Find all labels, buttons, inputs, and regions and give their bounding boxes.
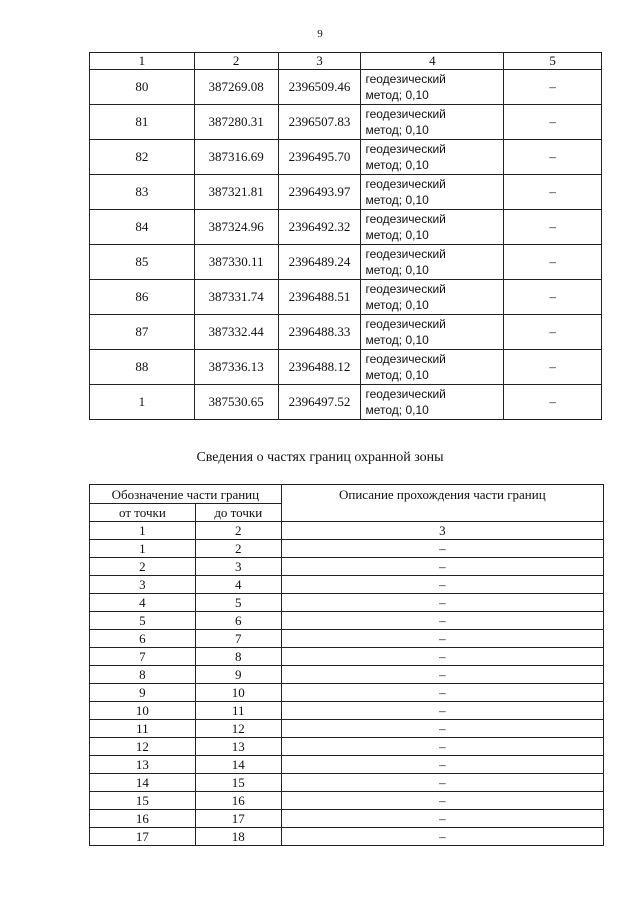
description-cell: –: [281, 684, 603, 702]
index-cell-2: 2: [195, 522, 281, 540]
to-point-cell: 5: [195, 594, 281, 612]
description-cell: –: [281, 630, 603, 648]
method-line-1: геодезический: [365, 142, 446, 156]
table-row: [90, 756, 604, 774]
table-row: [90, 666, 604, 684]
method-line-2: метод; 0,10: [365, 368, 429, 382]
from-point-cell: 11: [90, 720, 196, 738]
point-number-cell: 83: [90, 175, 195, 210]
note-cell: –: [504, 140, 602, 175]
to-point-cell: 14: [195, 756, 281, 774]
to-point-header: до точки: [195, 504, 281, 522]
column-header-4: 4: [361, 53, 504, 70]
note-cell: –: [504, 245, 602, 280]
note-cell: –: [504, 175, 602, 210]
x-coordinate-cell: 387269.08: [194, 70, 278, 105]
description-cell: –: [281, 594, 603, 612]
method-cell: [361, 280, 504, 315]
method-line-2: метод; 0,10: [365, 298, 429, 312]
y-coordinate-cell: 2396489.24: [278, 245, 361, 280]
method-line-1: геодезический: [365, 387, 446, 401]
page-number: 9: [317, 28, 323, 40]
table-row: [90, 540, 604, 558]
note-cell: –: [504, 105, 602, 140]
x-coordinate-cell: 387330.11: [194, 245, 278, 280]
y-coordinate-cell: 2396493.97: [278, 175, 361, 210]
from-point-cell: 7: [90, 648, 196, 666]
table-row: [90, 70, 602, 105]
method-cell: [361, 105, 504, 140]
method-line-2: метод; 0,10: [365, 123, 429, 137]
table-row: [90, 684, 604, 702]
to-point-cell: 15: [195, 774, 281, 792]
description-cell: –: [281, 810, 603, 828]
boundary-parts-table: [89, 484, 604, 846]
x-coordinate-cell: 387332.44: [194, 315, 278, 350]
y-coordinate-cell: 2396488.33: [278, 315, 361, 350]
method-line-1: геодезический: [365, 247, 446, 261]
table-row: [90, 738, 604, 756]
table-row: [90, 648, 604, 666]
method-line-1: геодезический: [365, 72, 446, 86]
description-cell: –: [281, 576, 603, 594]
point-number-cell: 81: [90, 105, 195, 140]
note-cell: –: [504, 280, 602, 315]
to-point-cell: 8: [195, 648, 281, 666]
method-line-1: геодезический: [365, 107, 446, 121]
parts-index-row: [90, 522, 604, 540]
table-row: [90, 385, 602, 420]
part-designation-header: Обозначение части границ: [90, 485, 282, 504]
table-row: [90, 828, 604, 846]
description-cell: –: [281, 738, 603, 756]
to-point-cell: 12: [195, 720, 281, 738]
table-row: [90, 810, 604, 828]
point-number-cell: 82: [90, 140, 195, 175]
table-row: [90, 594, 604, 612]
parts-header-row: [90, 485, 604, 504]
description-cell: –: [281, 828, 603, 846]
method-line-2: метод; 0,10: [365, 228, 429, 242]
x-coordinate-cell: 387321.81: [194, 175, 278, 210]
description-cell: –: [281, 774, 603, 792]
to-point-cell: 17: [195, 810, 281, 828]
from-point-cell: 5: [90, 612, 196, 630]
y-coordinate-cell: 2396509.46: [278, 70, 361, 105]
part-description-header: Описание прохождения части границ: [281, 485, 603, 522]
note-cell: –: [504, 350, 602, 385]
table-row: [90, 576, 604, 594]
method-line-2: метод; 0,10: [365, 403, 429, 417]
note-cell: –: [504, 210, 602, 245]
column-header-1: 1: [90, 53, 195, 70]
column-header-5: 5: [504, 53, 602, 70]
table-row: [90, 558, 604, 576]
y-coordinate-cell: 2396492.32: [278, 210, 361, 245]
method-line-2: метод; 0,10: [365, 88, 429, 102]
method-line-2: метод; 0,10: [365, 333, 429, 347]
point-number-cell: 87: [90, 315, 195, 350]
method-line-1: геодезический: [365, 352, 446, 366]
from-point-cell: 3: [90, 576, 196, 594]
x-coordinate-cell: 387316.69: [194, 140, 278, 175]
table-row: [90, 630, 604, 648]
to-point-cell: 16: [195, 792, 281, 810]
x-coordinate-cell: 387280.31: [194, 105, 278, 140]
description-cell: –: [281, 720, 603, 738]
from-point-cell: 9: [90, 684, 196, 702]
description-cell: –: [281, 648, 603, 666]
description-cell: –: [281, 666, 603, 684]
method-cell: [361, 245, 504, 280]
x-coordinate-cell: 387331.74: [194, 280, 278, 315]
to-point-cell: 13: [195, 738, 281, 756]
method-line-1: геодезический: [365, 177, 446, 191]
table-row: [90, 774, 604, 792]
from-point-cell: 4: [90, 594, 196, 612]
point-number-cell: 80: [90, 70, 195, 105]
note-cell: –: [504, 70, 602, 105]
description-cell: –: [281, 540, 603, 558]
description-cell: –: [281, 792, 603, 810]
table-row: [90, 612, 604, 630]
method-line-1: геодезический: [365, 212, 446, 226]
table-row: [90, 210, 602, 245]
method-line-1: геодезический: [365, 317, 446, 331]
table-row: [90, 792, 604, 810]
table-row: [90, 175, 602, 210]
coordinates-header-row: [90, 53, 602, 70]
table-row: [90, 105, 602, 140]
table-row: [90, 140, 602, 175]
description-cell: –: [281, 612, 603, 630]
from-point-cell: 12: [90, 738, 196, 756]
table-row: [90, 720, 604, 738]
from-point-cell: 8: [90, 666, 196, 684]
from-point-cell: 2: [90, 558, 196, 576]
to-point-cell: 2: [195, 540, 281, 558]
method-cell: [361, 350, 504, 385]
description-cell: –: [281, 558, 603, 576]
note-cell: –: [504, 315, 602, 350]
to-point-cell: 7: [195, 630, 281, 648]
from-point-cell: 13: [90, 756, 196, 774]
y-coordinate-cell: 2396488.51: [278, 280, 361, 315]
from-point-cell: 16: [90, 810, 196, 828]
y-coordinate-cell: 2396488.12: [278, 350, 361, 385]
from-point-header: от точки: [90, 504, 196, 522]
table-row: [90, 350, 602, 385]
method-line-2: метод; 0,10: [365, 193, 429, 207]
from-point-cell: 1: [90, 540, 196, 558]
method-cell: [361, 70, 504, 105]
from-point-cell: 10: [90, 702, 196, 720]
coordinates-table: [89, 52, 602, 420]
from-point-cell: 6: [90, 630, 196, 648]
section-title: Сведения о частях границ охранной зоны: [196, 450, 444, 465]
table-row: [90, 702, 604, 720]
point-number-cell: 86: [90, 280, 195, 315]
point-number-cell: 88: [90, 350, 195, 385]
method-cell: [361, 210, 504, 245]
column-header-3: 3: [278, 53, 361, 70]
point-number-cell: 85: [90, 245, 195, 280]
index-cell-1: 1: [90, 522, 196, 540]
to-point-cell: 18: [195, 828, 281, 846]
to-point-cell: 3: [195, 558, 281, 576]
column-header-2: 2: [194, 53, 278, 70]
to-point-cell: 11: [195, 702, 281, 720]
description-cell: –: [281, 756, 603, 774]
table-row: [90, 280, 602, 315]
y-coordinate-cell: 2396495.70: [278, 140, 361, 175]
note-cell: –: [504, 385, 602, 420]
from-point-cell: 15: [90, 792, 196, 810]
y-coordinate-cell: 2396497.52: [278, 385, 361, 420]
to-point-cell: 4: [195, 576, 281, 594]
method-line-2: метод; 0,10: [365, 158, 429, 172]
method-line-1: геодезический: [365, 282, 446, 296]
point-number-cell: 84: [90, 210, 195, 245]
x-coordinate-cell: 387324.96: [194, 210, 278, 245]
description-cell: –: [281, 702, 603, 720]
method-cell: [361, 140, 504, 175]
table-row: [90, 315, 602, 350]
method-cell: [361, 385, 504, 420]
x-coordinate-cell: 387530.65: [194, 385, 278, 420]
from-point-cell: 14: [90, 774, 196, 792]
method-cell: [361, 175, 504, 210]
point-number-cell: 1: [90, 385, 195, 420]
table-row: [90, 245, 602, 280]
method-line-2: метод; 0,10: [365, 263, 429, 277]
to-point-cell: 9: [195, 666, 281, 684]
to-point-cell: 6: [195, 612, 281, 630]
x-coordinate-cell: 387336.13: [194, 350, 278, 385]
to-point-cell: 10: [195, 684, 281, 702]
method-cell: [361, 315, 504, 350]
from-point-cell: 17: [90, 828, 196, 846]
index-cell-3: 3: [281, 522, 603, 540]
y-coordinate-cell: 2396507.83: [278, 105, 361, 140]
